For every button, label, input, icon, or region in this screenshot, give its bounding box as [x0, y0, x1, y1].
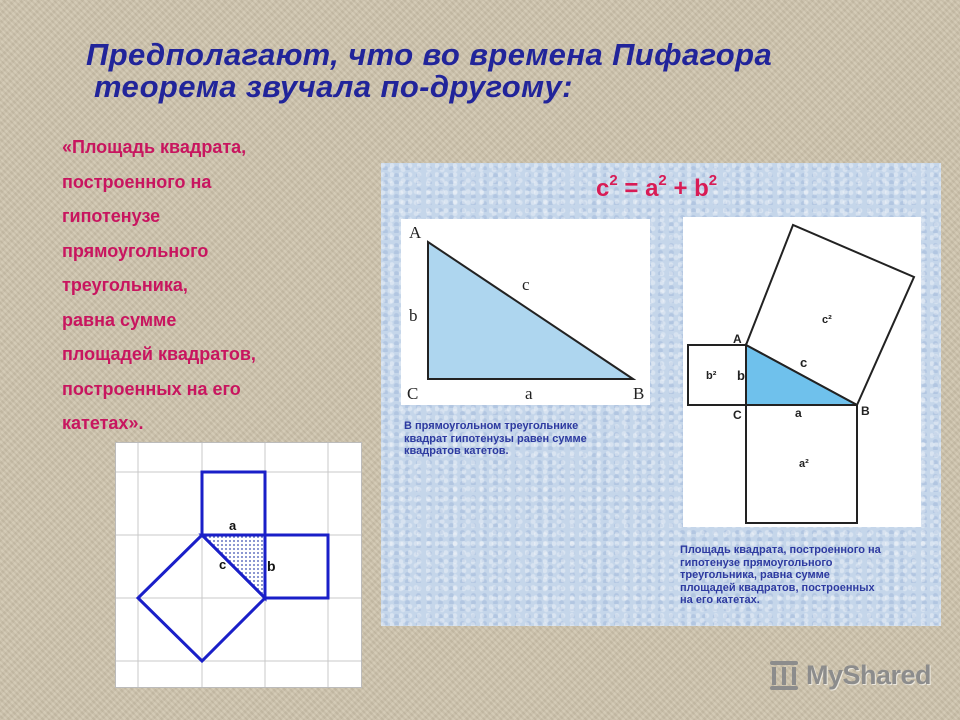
- slide-title: [0, 36, 960, 106]
- triangle-vertex-A: A: [409, 223, 422, 242]
- caption-line: треугольника, равна сумме: [680, 569, 830, 581]
- squares-caption: [680, 544, 930, 607]
- theorem-statement: [62, 130, 372, 441]
- formula-a: a: [645, 175, 659, 202]
- triangle-side-a: a: [525, 384, 533, 403]
- statement-line: равна сумме: [62, 309, 177, 330]
- squares-svg: [683, 217, 921, 527]
- grid-label-c: c: [219, 557, 227, 572]
- squares-vertex-C: C: [733, 408, 742, 422]
- formula-eq: =: [624, 175, 639, 202]
- statement-line: «Площадь квадрата,: [62, 137, 247, 157]
- statement-line: катетах».: [62, 413, 144, 433]
- triangle-vertex-B: B: [633, 384, 645, 403]
- triangle-caption: [404, 420, 644, 458]
- squares-vertex-B: B: [861, 404, 870, 418]
- statement-line: прямоугольного: [62, 240, 209, 261]
- triangle-vertex-C: C: [407, 384, 419, 403]
- right-triangle-figure: [401, 219, 650, 405]
- formula-b: b: [694, 175, 709, 202]
- caption-line: гипотенузе прямоугольного: [680, 556, 833, 569]
- title-line-2: теорема звучала по-другому:: [94, 69, 573, 104]
- triangle-side-c: c: [522, 275, 530, 294]
- formula-exp: 2: [609, 172, 618, 189]
- statement-line: построенного на: [62, 171, 212, 192]
- squares-triangle: [746, 345, 857, 405]
- caption-line: квадрат гипотенузы равен сумме: [404, 432, 587, 445]
- formula-c: c: [596, 175, 610, 202]
- grid-squares-diagram: [115, 442, 362, 688]
- triangle-side-b: b: [409, 306, 418, 325]
- statement-line: построенных на его: [62, 378, 241, 399]
- statement-line: гипотенузе: [62, 206, 161, 226]
- squares-vertex-A: A: [733, 332, 742, 346]
- statement-line: площадей квадратов,: [62, 344, 256, 364]
- caption-line: В прямоугольном треугольнике: [404, 420, 579, 432]
- formula-exp: 2: [658, 172, 667, 189]
- formula-exp: 2: [708, 172, 718, 189]
- caption-line: площадей квадратов, построенных: [680, 581, 875, 594]
- grid-squares-svg: [116, 443, 361, 687]
- myshared-logo-text: MyShared: [806, 660, 932, 690]
- squares-side-c: c: [800, 355, 808, 370]
- caption-line: на его катетах.: [680, 594, 760, 606]
- grid-label-b: b: [267, 558, 276, 574]
- label-c-squared: c²: [822, 314, 832, 326]
- label-a-squared: a²: [799, 458, 809, 470]
- title-line-1: Предполагают, что во времена Пифагора: [86, 37, 773, 72]
- grid-triangle: [202, 535, 265, 598]
- squares-side-a: a: [795, 406, 802, 420]
- right-triangle: [428, 242, 633, 379]
- myshared-logo-icon: [766, 654, 804, 694]
- pythagoras-formula: [596, 174, 717, 203]
- squares-figure: [683, 217, 921, 527]
- squares-side-b: b: [737, 368, 745, 383]
- caption-line: квадратов катетов.: [404, 445, 509, 457]
- right-triangle-svg: [401, 219, 650, 405]
- caption-line: Площадь квадрата, построенного на: [680, 544, 881, 556]
- label-b-squared: b²: [706, 370, 717, 382]
- grid-label-a: a: [229, 518, 237, 533]
- statement-line: треугольника,: [62, 275, 188, 295]
- formula-plus: +: [673, 175, 688, 202]
